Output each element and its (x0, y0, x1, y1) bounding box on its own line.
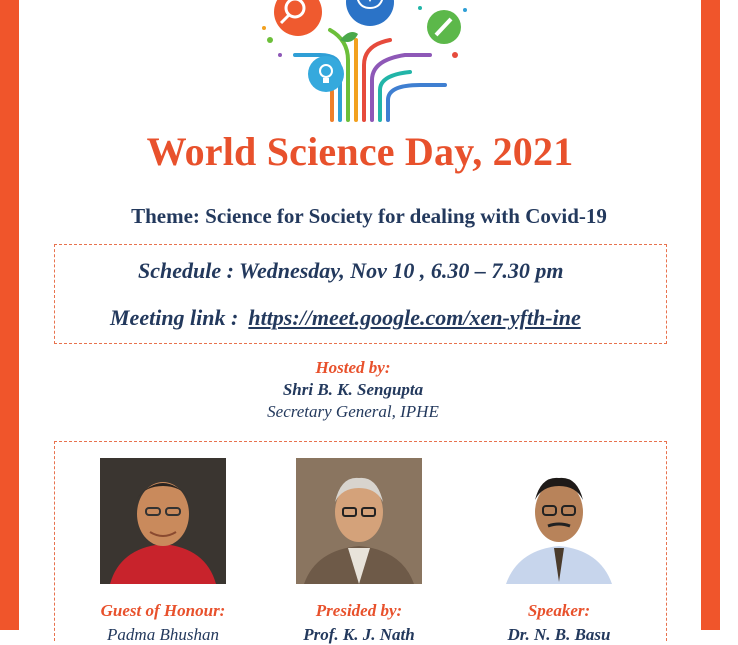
meeting-label: Meeting link : (110, 305, 239, 330)
meeting-line (110, 305, 581, 331)
left-border-bar (0, 0, 19, 630)
guest-name: Padma Bhushan (107, 625, 219, 644)
speaker-name: Dr. N. B. Basu (507, 625, 611, 644)
speaker-role: Speaker: (527, 601, 591, 620)
guest-of-honour-card (73, 458, 253, 645)
schedule-text: Schedule : Wednesday, Nov 10 , 6.30 – 7.30 pm (138, 258, 564, 283)
host-name: Shri B. K. Sengupta (282, 380, 424, 399)
president-name: Prof. K. J. Nath (303, 625, 415, 644)
speaker-card (469, 458, 649, 645)
page-title: World Science Day, 2021 (146, 129, 574, 174)
host-role: Secretary General, IPHE (267, 402, 439, 421)
speaker-photo (496, 458, 622, 584)
meeting-link[interactable]: https://meet.google.com/xen-yfth-ine (248, 305, 581, 330)
guest-role: Guest of Honour: (100, 601, 226, 620)
president-photo (296, 458, 422, 584)
guest-photo (100, 458, 226, 584)
president-role: Presided by: (315, 601, 403, 620)
right-border-bar (701, 0, 720, 630)
theme-line: Theme: Science for Society for dealing with Covid-19 (131, 204, 607, 228)
hosted-by-label: Hosted by: (315, 358, 391, 377)
presided-by-card (269, 458, 449, 645)
science-tree-logo (240, 0, 480, 120)
